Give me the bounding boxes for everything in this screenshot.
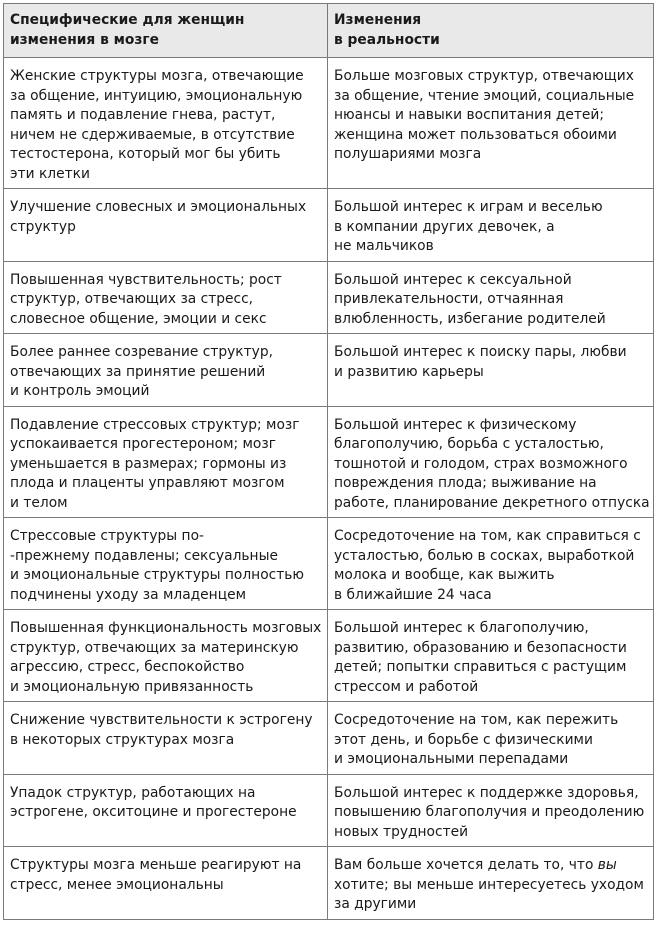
cell-line: развитию, образованию и безопасности — [334, 639, 627, 656]
cell-line: Большой интерес к поиску пары, любви — [334, 344, 627, 360]
cell-line: влюбленность, избегание родителей — [334, 310, 606, 327]
cell-line: стрессом и работой — [334, 678, 479, 695]
cell-line: не мальчиков — [334, 238, 434, 254]
cell-line: Большой интерес к сексуальной — [334, 271, 572, 288]
cell-line: -прежнему подавлены; сексуальные — [10, 547, 278, 564]
brain-change-cell — [4, 702, 328, 775]
cell-line: за общение, интуицию, эмоциональную — [10, 87, 303, 104]
cell-line: структур, отвечающих за материнскую — [10, 639, 299, 656]
cell-line: детей; попытки справиться с растущим — [334, 659, 627, 675]
cell-line: эти клетки — [10, 165, 90, 182]
cell-text: Вам больше хочется делать то, что — [334, 857, 598, 873]
brain-change-cell — [4, 58, 328, 189]
cell-line — [334, 856, 647, 876]
table-row — [4, 406, 654, 518]
table-row — [4, 334, 654, 407]
cell-line: за общение, чтение эмоций, социальные — [334, 87, 635, 104]
cell-line: Больше мозговых структур, отвечающих — [334, 68, 634, 84]
cell-line: Повышенная функциональность мозговых — [10, 620, 322, 636]
cell-line: Улучшение словесных и эмоциональных — [10, 199, 307, 215]
cell-line: и развитию карьеры — [334, 363, 484, 380]
cell-line: привлекательности, отчаянная — [334, 291, 564, 307]
cell-line: Стрессовые структуры по- — [10, 528, 204, 544]
brain-change-cell — [4, 334, 328, 407]
cell-line: Большой интерес к играм и веселью — [334, 199, 603, 215]
brain-change-cell — [4, 406, 328, 518]
reality-change-cell — [328, 406, 654, 518]
cell-line: подчинены уходу за младенцем — [10, 586, 246, 603]
cell-line: молока и вообще, как выжить — [334, 567, 555, 583]
cell-line: Большой интерес к физическому — [334, 416, 577, 433]
reality-change-cell — [328, 58, 654, 189]
cell-line: Более раннее созревание структур, — [10, 344, 273, 360]
cell-line: благополучию, борьба с усталостью, — [334, 436, 604, 452]
brain-change-cell — [4, 261, 328, 334]
cell-line: повышению благополучия и преодолению — [334, 804, 645, 820]
cell-line: и эмоциональную привязанность — [10, 678, 254, 695]
reality-change-cell — [328, 774, 654, 847]
cell-line: ничем не сдерживаемые, в отсутствие — [10, 126, 295, 143]
table-header-row — [4, 4, 654, 58]
table-row — [4, 702, 654, 775]
cell-line: за другими — [334, 896, 417, 912]
cell-line: в некоторых структурах мозга — [10, 731, 235, 748]
reality-change-cell — [328, 610, 654, 702]
cell-line: плода и плаценты управляют мозгом — [10, 475, 285, 491]
cell-line: эстрогене, окситоцине и прогестероне — [10, 804, 297, 820]
brain-change-cell — [4, 774, 328, 847]
cell-line: Снижение чувствительности к эстрогену — [10, 712, 313, 728]
cell-line: структур, отвечающих за стресс, — [10, 291, 254, 307]
header-line: изменения в мозге — [10, 32, 159, 48]
header-reality-changes — [328, 4, 654, 58]
reality-change-cell — [328, 334, 654, 407]
cell-line: отвечающих за принятие решений — [10, 363, 266, 380]
cell-line: стресс, менее эмоциональны — [10, 876, 224, 893]
cell-line: этот день, и борьбе с физическими — [334, 731, 593, 748]
cell-line: нюансы и навыки воспитания детей; — [334, 107, 604, 123]
table-row — [4, 610, 654, 702]
reality-change-cell — [328, 261, 654, 334]
cell-line: Сосредоточение на том, как справиться с — [334, 528, 641, 544]
reality-change-cell — [328, 518, 654, 610]
table-row — [4, 774, 654, 847]
reality-change-cell — [328, 189, 654, 262]
cell-line: Упадок структур, работающих на — [10, 784, 256, 801]
cell-line: уменьшается в размерах; гормоны из — [10, 455, 287, 472]
cell-line: структур — [10, 218, 76, 235]
cell-line: Структуры мозга меньше реагируют на — [10, 857, 302, 873]
cell-line: новых трудностей — [334, 823, 469, 840]
cell-line: Повышенная чувствительность; рост — [10, 271, 282, 288]
header-line: Специфические для женщин — [10, 12, 245, 28]
cell-line: полушариями мозга — [334, 146, 482, 162]
italic-text: вы — [597, 857, 617, 873]
header-line: в реальности — [334, 32, 440, 48]
table-row — [4, 58, 654, 189]
cell-line: память и подавление гнева, растут, — [10, 107, 276, 123]
table-row — [4, 261, 654, 334]
cell-line: женщина может пользоваться обоими — [334, 126, 617, 143]
cell-line: и эмоциональными перепадами — [334, 751, 569, 767]
brain-change-cell — [4, 847, 328, 920]
cell-line: Сосредоточение на том, как пережить — [334, 712, 619, 728]
brain-change-cell — [4, 189, 328, 262]
cell-line: Женские структуры мозга, отвечающие — [10, 68, 304, 84]
cell-line: повреждения плода; выживание на — [334, 475, 597, 491]
cell-line: успокаивается прогестероном; мозг — [10, 436, 276, 452]
cell-line: Большой интерес к поддержке здоровья, — [334, 784, 639, 801]
cell-line: и контроль эмоций — [10, 383, 150, 399]
cell-line: и эмоциональные структуры полностью — [10, 567, 305, 583]
header-line: Изменения — [334, 12, 422, 28]
cell-line: в компании других девочек, а — [334, 218, 555, 235]
cell-line: работе, планирование декретного отпуска — [334, 494, 650, 511]
reality-change-cell — [328, 702, 654, 775]
cell-line: тестостерона, который мог бы убить — [10, 146, 281, 162]
cell-line: хотите; вы меньше интересуетесь уходом — [334, 876, 644, 893]
brain-changes-table — [3, 3, 654, 920]
cell-line: усталостью, болью в сосках, выработкой — [334, 547, 635, 564]
reality-change-cell — [328, 847, 654, 920]
cell-line: в ближайшие 24 часа — [334, 586, 492, 603]
cell-line: Подавление стрессовых структур; мозг — [10, 416, 300, 433]
header-brain-changes — [4, 4, 328, 58]
cell-line: агрессию, стресс, беспокойство — [10, 659, 245, 675]
brain-change-cell — [4, 610, 328, 702]
cell-line: тошнотой и голодом, страх возможного — [334, 455, 628, 472]
brain-change-cell — [4, 518, 328, 610]
table-row — [4, 847, 654, 920]
cell-line: Большой интерес к благополучию, — [334, 620, 589, 636]
cell-line: словесное общение, эмоции и секс — [10, 310, 267, 327]
table-row — [4, 518, 654, 610]
table-row — [4, 189, 654, 262]
cell-line: и телом — [10, 494, 68, 511]
